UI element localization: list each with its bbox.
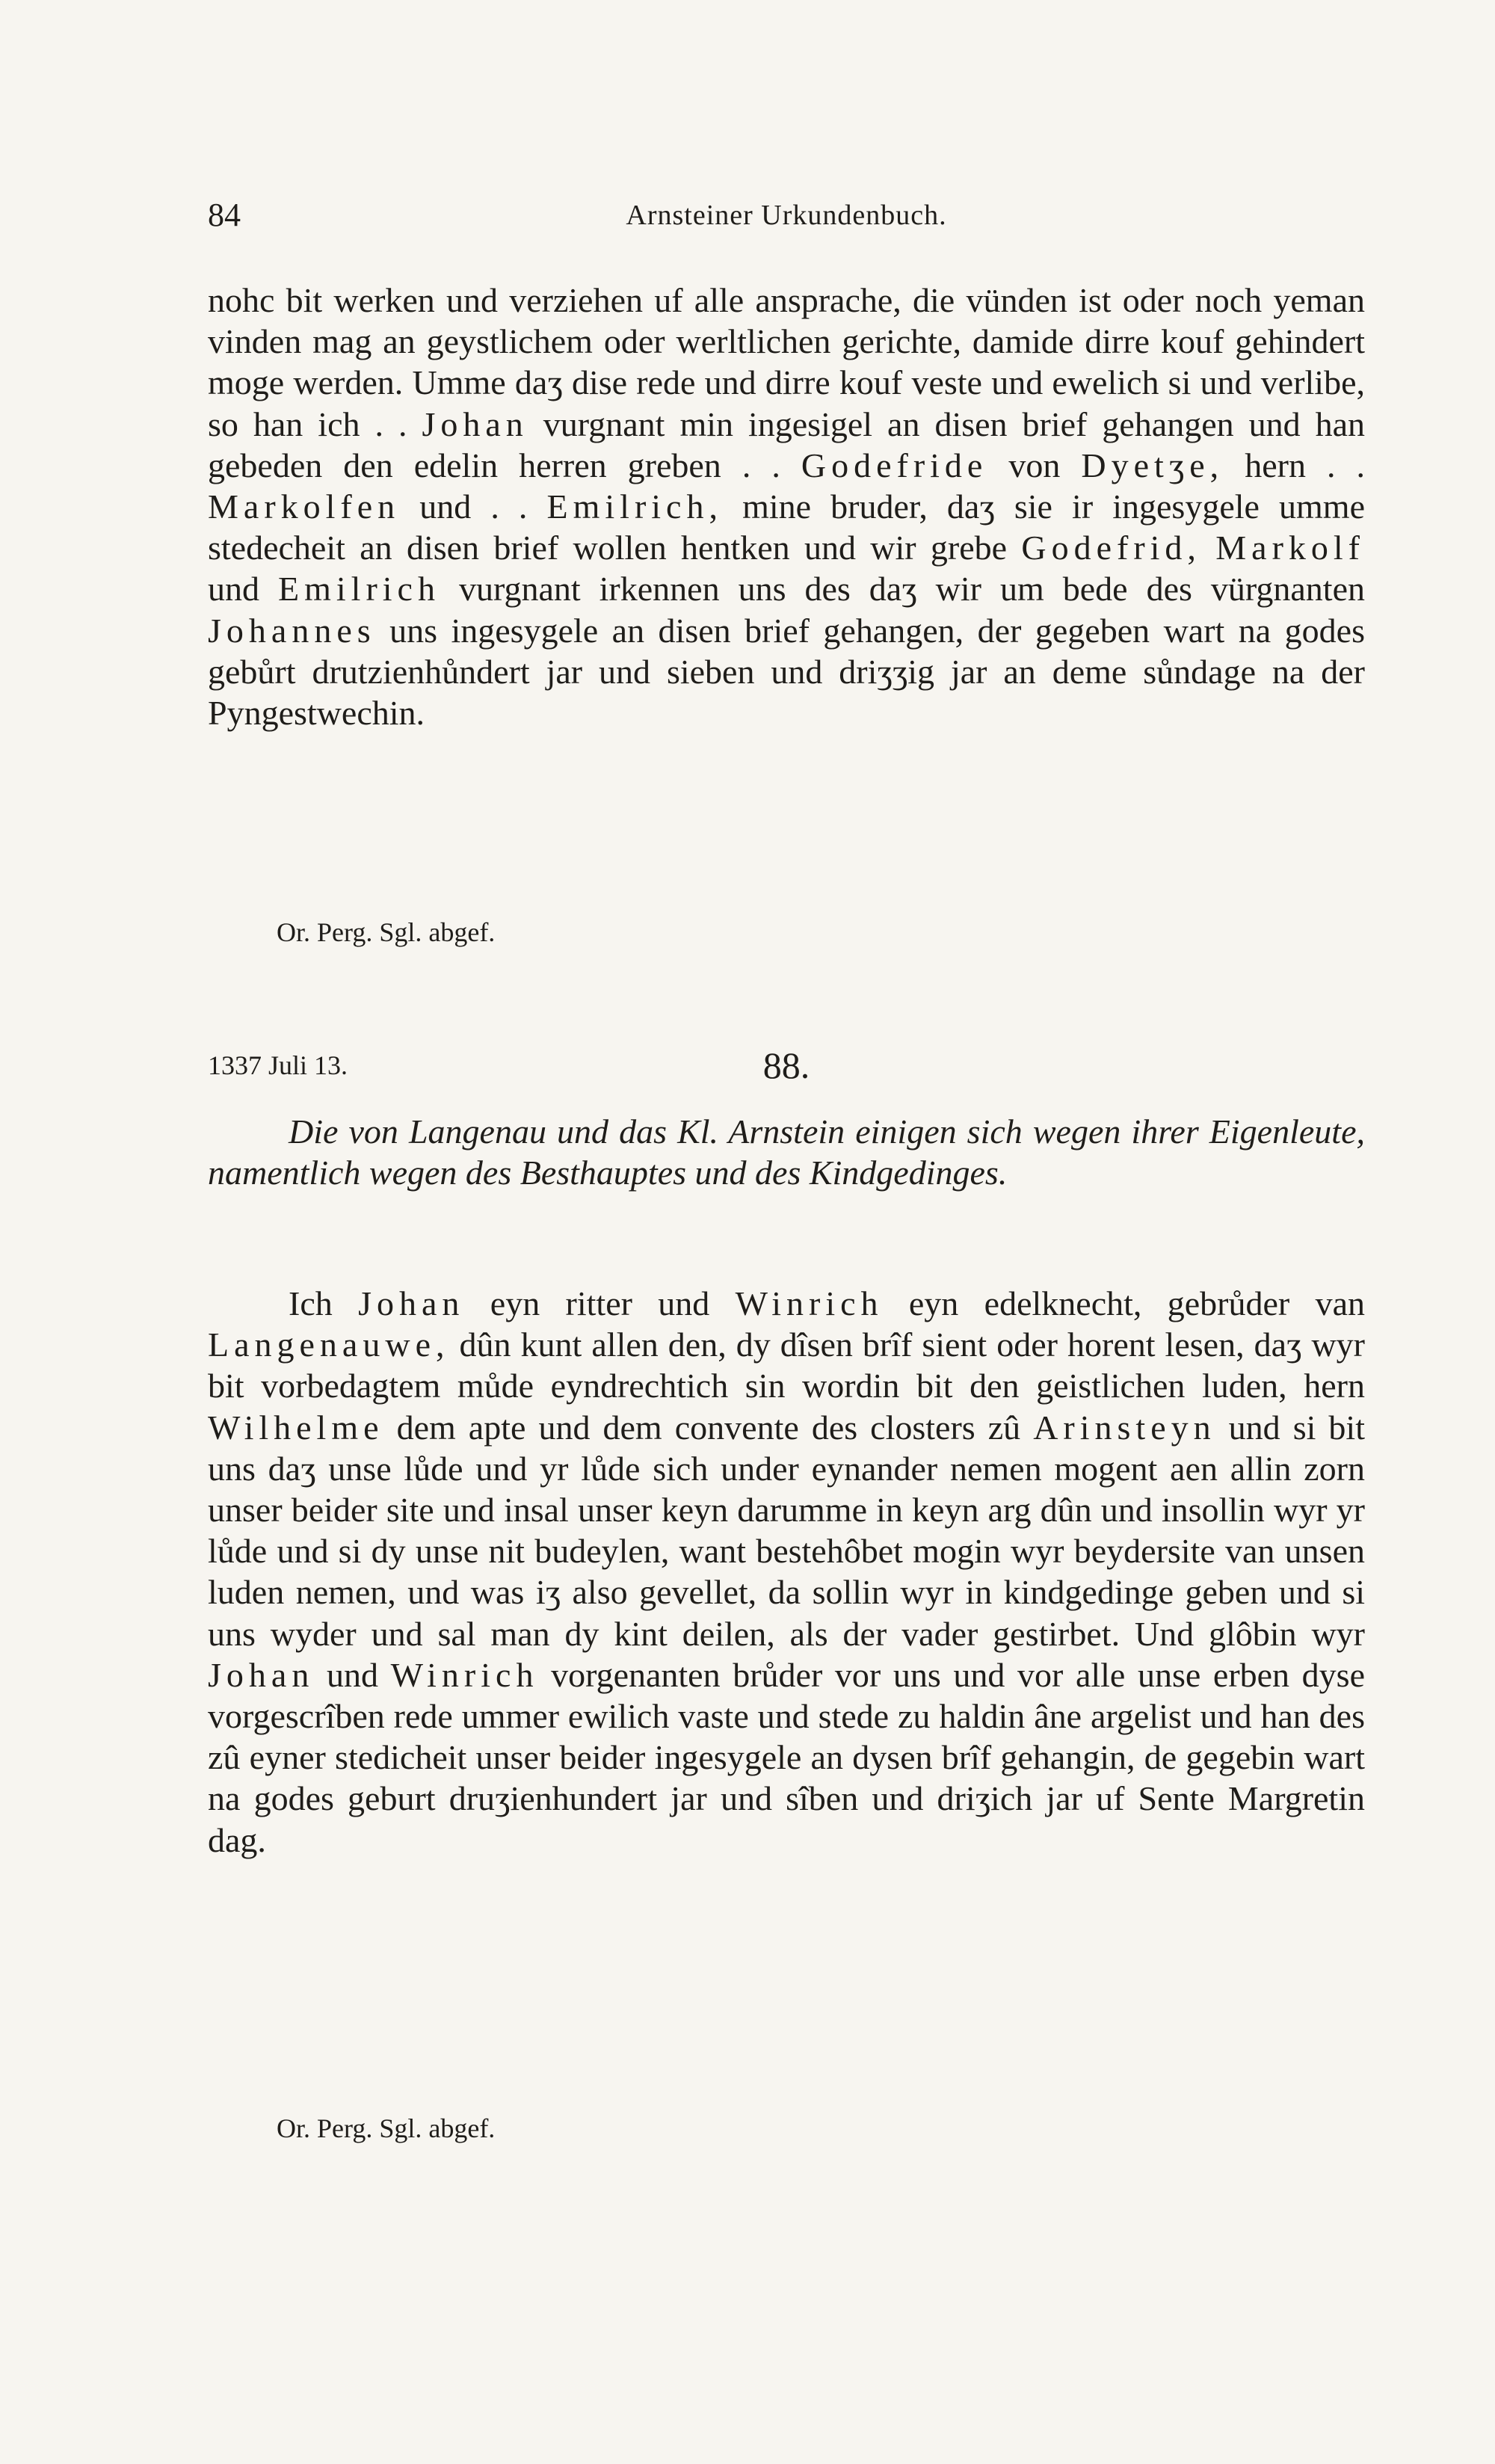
name-godefrid: Godefrid, — [1021, 529, 1201, 567]
document-regest: Die von Langenau und das Kl. Arnstein einigen sich wegen ihrer Eigenleute, namentlich wegen des Besthauptes und des Kindgedinges. — [208, 1112, 1365, 1192]
page-header — [208, 196, 1365, 241]
name-johan: Johan — [422, 404, 528, 443]
name-markolf: Markolf — [1215, 529, 1366, 567]
name-wilhelme: Wilhelme — [208, 1408, 384, 1447]
document-number: 88. — [762, 1044, 810, 1086]
name-winrich: Winrich — [390, 1655, 539, 1694]
name-langenauwe: Langenauwe, — [208, 1325, 450, 1364]
document-date: 1337 Juli 13. — [208, 1050, 348, 1080]
name-godefride: Godefride — [801, 446, 988, 484]
name-dyetze: Dyetʒe, — [1081, 446, 1224, 484]
name-emilrich: Emilrich — [278, 570, 440, 609]
continuation-paragraph: nohc bit werken und verziehen uf alle ansprache, die vünden ist oder noch yeman vinden mag an geystlichem oder werltlichen gerichte, damide dirre kouf gehindert moge werden. Umme daʒ dise rede und dirre kouf veste und ewelich si und verlibe, so han ich . . Johan vurgnant min ingesigel an disen brief gehangen und han gebeden den edelin herren greben . . Godefride von Dyetʒe, hern . . Markolfen und . . Emilrich, mine bruder, daʒ sie ir ingesygele umme stedecheit an disen brief wollen hentken und wir grebe Godefrid, Markolf und Emilrich vurgnant irkennen uns des daʒ wir um bede des vürgnanten Johannes uns ingesygele an disen brief gehangen, der gegeben wart na godes gebůrt drutzienhůndert jar und sieben und driʒʒig jar an deme sůndage na der Pyngestwechin. — [208, 281, 1366, 733]
name-johan: Johan — [358, 1284, 465, 1322]
document-text — [208, 1283, 1365, 1861]
name-emilrich: Emilrich, — [546, 487, 723, 526]
source-note: Or. Perg. Sgl. abgef. — [277, 2113, 496, 2143]
source-note: Or. Perg. Sgl. abgef. — [277, 917, 496, 947]
name-johannes: Johannes — [208, 611, 376, 650]
name-johan: Johan — [208, 1655, 315, 1694]
name-winrich: Winrich — [735, 1284, 884, 1322]
document-heading — [208, 1044, 1365, 1103]
running-title: Arnsteiner Urkundenbuch. — [626, 200, 947, 231]
name-markolfen: Markolfen — [208, 487, 401, 526]
page-number: 84 — [208, 197, 241, 233]
name-arinsteyn: Arinsteyn — [1033, 1408, 1216, 1447]
continuation-text — [208, 280, 1365, 733]
document-paragraph: Ich Johan eyn ritter und Winrich eyn edelknecht, gebrůder van Langenauwe, dûn kunt allen den, dy dîsen brîf sient oder horent lesen, daʒ wyr bit vorbedagtem můde eyndrechtich sin wordin bit den geistlichen luden, hern Wilhelme dem apte und dem convente des closters zû Arinsteyn und si bit uns daʒ unse lůde und yr lůde sich under eynander nemen mogent aen allin zorn unser beider site und insal unser keyn darumme in keyn arg dûn und insollin wyr yr lůde und si dy unse nit budeylen, want bestehôbet mogin wyr beydersite van unsen luden nemen, und was iʒ also gevellet, da sollin wyr in kindgedinge geben und si uns wyder und sal man dy kint deilen, als der vader gestirbet. Und glôbin wyr Johan und Winrich vorgenanten brůder vor uns und vor alle unse erben dyse vorgescrîben rede ummer ewilich vaste und stede zu haldin âne argelist und han des zû eyner stedicheit unser beider ingesygele an dysen brîf gehangin, de gegebin wart na godes geburt druʒienhundert jar und sîben und driʒich jar uf Sente Margretin dag. — [208, 1284, 1365, 1859]
